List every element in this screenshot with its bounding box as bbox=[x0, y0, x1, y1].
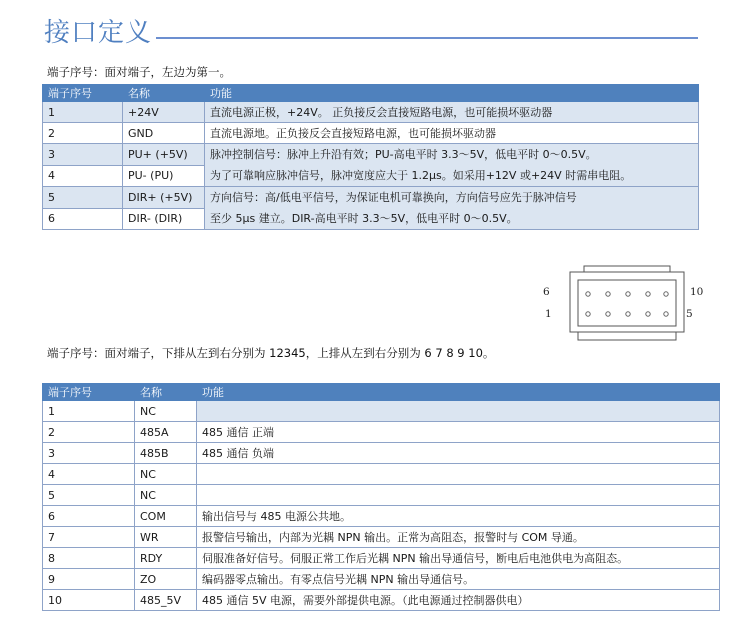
header-name: 名称 bbox=[123, 85, 205, 102]
table-header-row bbox=[43, 85, 699, 102]
table-row bbox=[43, 144, 699, 166]
terminal-name: WR bbox=[135, 527, 197, 548]
terminal-name: NC bbox=[135, 401, 197, 422]
terminal-name: 485A bbox=[135, 422, 197, 443]
direction-function-line-2: 至少 5μs 建立。DIR-高电平时 3.3～5V，低电平时 0～0.5V。 bbox=[210, 212, 518, 225]
terminal-no: 3 bbox=[43, 443, 135, 464]
terminal-function: 485 通信 正端 bbox=[197, 422, 720, 443]
terminal-name: 485B bbox=[135, 443, 197, 464]
terminal-no: 4 bbox=[43, 464, 135, 485]
terminal-name: ZO bbox=[135, 569, 197, 590]
connector-diagram bbox=[540, 258, 739, 348]
terminal-function: 485 通信 5V 电源，需要外部提供电源。（此电源通过控制器供电） bbox=[197, 590, 720, 611]
title-underline bbox=[156, 37, 698, 39]
terminal-function bbox=[197, 485, 720, 506]
terminal-name: +24V bbox=[123, 102, 205, 123]
terminal-name: PU- (PU) bbox=[123, 165, 205, 187]
terminal-no: 2 bbox=[43, 422, 135, 443]
table-row bbox=[43, 401, 720, 422]
terminal-name: COM bbox=[135, 506, 197, 527]
terminal-no: 9 bbox=[43, 569, 135, 590]
header-name: 名称 bbox=[135, 384, 197, 401]
terminal-order-note-1: 端子序号：面对端子，左边为第一。 bbox=[47, 65, 231, 79]
terminal-no: 6 bbox=[43, 208, 123, 230]
terminal-name: GND bbox=[123, 123, 205, 144]
terminal-no: 4 bbox=[43, 165, 123, 187]
terminal-no: 7 bbox=[43, 527, 135, 548]
header-terminal-no: 端子序号 bbox=[43, 384, 135, 401]
connector-outline bbox=[540, 258, 739, 348]
pin-label-5: 5 bbox=[686, 308, 693, 320]
terminal-no: 6 bbox=[43, 506, 135, 527]
pulse-function-line-1: 脉冲控制信号：脉冲上升沿有效；PU-高电平时 3.3～5V，低电平时 0～0.5V。 bbox=[210, 148, 597, 161]
terminal-function: 直流电源正极，+24V。 正负接反会直接短路电源，也可能损坏驱动器 bbox=[205, 102, 699, 123]
table-row bbox=[43, 527, 720, 548]
terminal-function bbox=[197, 401, 720, 422]
terminal-name: NC bbox=[135, 485, 197, 506]
terminal-no: 10 bbox=[43, 590, 135, 611]
table-row bbox=[43, 464, 720, 485]
terminal-name: DIR+ (+5V) bbox=[123, 187, 205, 209]
table-row bbox=[43, 485, 720, 506]
pin-label-1: 1 bbox=[545, 308, 552, 320]
terminal-function: 伺服准备好信号。伺服正常工作后光耦 NPN 输出导通信号，断电后电池供电为高阻态。 bbox=[197, 548, 720, 569]
pin-label-6: 6 bbox=[543, 286, 550, 298]
terminal-function: 直流电源地。正负接反会直接短路电源，也可能损坏驱动器 bbox=[205, 123, 699, 144]
page-title: 接口定义 bbox=[44, 18, 153, 48]
terminal-order-note-2: 端子序号：面对端子，下排从左到右分别为 12345，上排从左到右分别为 6 7 8 9 10。 bbox=[47, 346, 495, 360]
table-header-row bbox=[43, 384, 720, 401]
table-row bbox=[43, 187, 699, 209]
table-row bbox=[43, 422, 720, 443]
terminal-no: 1 bbox=[43, 401, 135, 422]
terminal-function: 报警信号输出，内部为光耦 NPN 输出。正常为高阻态，报警时与 COM 导通。 bbox=[197, 527, 720, 548]
table-row bbox=[43, 443, 720, 464]
table-row bbox=[43, 102, 699, 123]
control-terminal-table bbox=[42, 84, 699, 230]
direction-signal-function bbox=[205, 187, 699, 230]
terminal-no: 1 bbox=[43, 102, 123, 123]
terminal-no: 5 bbox=[43, 485, 135, 506]
pulse-function-line-2: 为了可靠响应脉冲信号，脉冲宽度应大于 1.2μs。如采用+12V 或+24V 时需串电阻。 bbox=[210, 169, 632, 182]
terminal-name: NC bbox=[135, 464, 197, 485]
terminal-name: RDY bbox=[135, 548, 197, 569]
table-row bbox=[43, 590, 720, 611]
header-function: 功能 bbox=[197, 384, 720, 401]
terminal-no: 8 bbox=[43, 548, 135, 569]
terminal-name: PU+ (+5V) bbox=[123, 144, 205, 166]
header-terminal-no: 端子序号 bbox=[43, 85, 123, 102]
table-row bbox=[43, 506, 720, 527]
table-row bbox=[43, 548, 720, 569]
header-function: 功能 bbox=[205, 85, 699, 102]
terminal-no: 3 bbox=[43, 144, 123, 166]
pin-label-10: 10 bbox=[690, 286, 704, 298]
terminal-no: 5 bbox=[43, 187, 123, 209]
pulse-signal-function bbox=[205, 144, 699, 187]
terminal-function bbox=[197, 464, 720, 485]
terminal-function: 485 通信 负端 bbox=[197, 443, 720, 464]
terminal-function: 编码器零点输出。有零点信号光耦 NPN 输出导通信号。 bbox=[197, 569, 720, 590]
table-row bbox=[43, 123, 699, 144]
terminal-function: 输出信号与 485 电源公共地。 bbox=[197, 506, 720, 527]
terminal-no: 2 bbox=[43, 123, 123, 144]
terminal-name: 485_5V bbox=[135, 590, 197, 611]
terminal-name: DIR- (DIR) bbox=[123, 208, 205, 230]
direction-function-line-1: 方向信号：高/低电平信号，为保证电机可靠换向，方向信号应先于脉冲信号 bbox=[210, 191, 577, 204]
table-row bbox=[43, 569, 720, 590]
signal-terminal-table bbox=[42, 383, 720, 611]
